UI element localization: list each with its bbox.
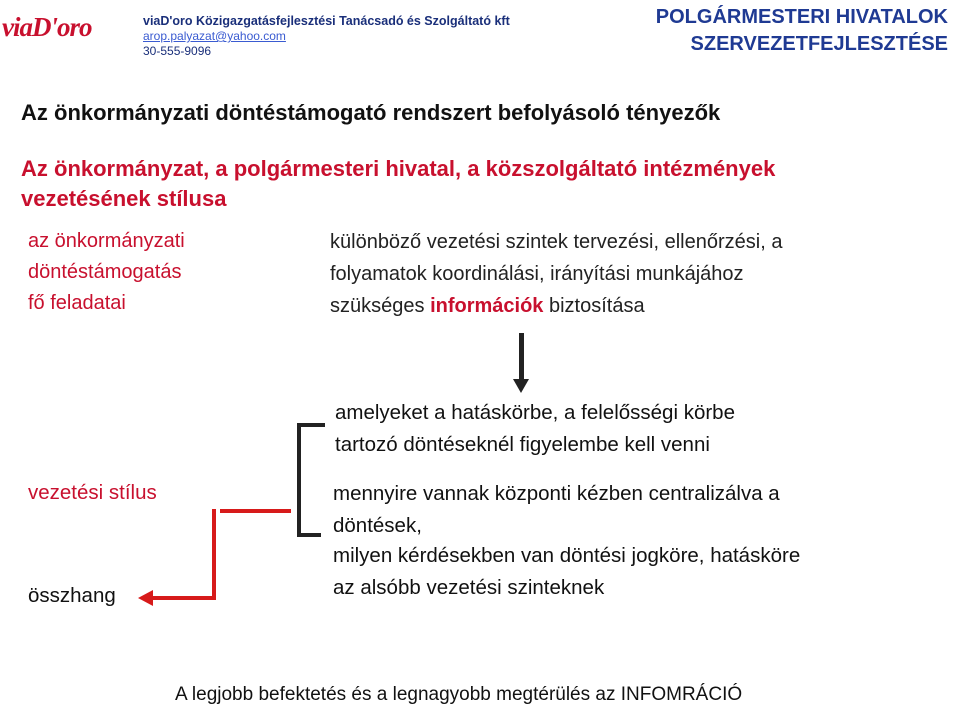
red-connector-top xyxy=(220,509,291,513)
red-connector-bottom xyxy=(152,596,216,600)
logo-part2: 'oro xyxy=(50,12,92,42)
down-arrow-shaft xyxy=(519,333,524,379)
header-title-line2: SZERVEZETFEJLESZTÉSE xyxy=(690,33,948,55)
milyen-line1: milyen kérdésekben van döntési jogköre, hatásköre xyxy=(333,544,801,567)
footer-slogan: A legjobb befektetés és a legnagyobb megtérülés az INFOMRÁCIÓ xyxy=(175,684,743,705)
info-line3-pre: szükséges xyxy=(330,295,431,317)
milyen-text xyxy=(333,540,943,604)
bracket-bottom xyxy=(299,533,321,537)
slide-subtitle: Az önkormányzat, a polgármesteri hivatal, a közszolgáltató intézmények vezetésének stílusa xyxy=(21,156,776,211)
red-connector-vertical xyxy=(212,509,216,600)
bracket-vertical xyxy=(297,423,301,537)
slide-title: Az önkormányzati döntéstámogató rendszert befolyásoló tényezők xyxy=(21,100,721,125)
phone-number: 30-555-9096 xyxy=(143,44,212,58)
info-text xyxy=(330,226,930,322)
info-line2: folyamatok koordinálási, irányítási munkájához xyxy=(330,263,744,285)
mennyire-line1: mennyire vannak központi kézben centralizálva a xyxy=(333,482,780,505)
info-line3 xyxy=(330,290,930,322)
info-keyword: információk xyxy=(430,295,544,317)
amelyeket-text xyxy=(335,397,895,461)
amelyeket-line2: tartozó döntéseknél figyelembe kell venni xyxy=(335,433,710,456)
tasks-label-line1: az önkormányzati xyxy=(28,230,185,252)
vezetesi-stilus-label: vezetési stílus xyxy=(28,481,157,504)
bracket-top xyxy=(299,423,325,427)
header-title-line1: POLGÁRMESTERI HIVATALOK xyxy=(655,6,948,28)
company-name: viaD'oro Közigazgatásfejlesztési Tanácsadó és Szolgáltató kft xyxy=(143,14,510,28)
header-title xyxy=(656,4,948,58)
tasks-label-line3: fő feladatai xyxy=(28,292,126,314)
tasks-label xyxy=(28,226,258,319)
mennyire-line2: döntések, xyxy=(333,514,422,537)
mennyire-text xyxy=(333,478,933,542)
red-arrow-left-icon xyxy=(138,590,153,606)
osszhang-label: összhang xyxy=(28,584,116,607)
milyen-line2: az alsóbb vezetési szinteknek xyxy=(333,576,605,599)
down-arrow-icon xyxy=(513,379,529,393)
viadoro-logo xyxy=(2,12,92,43)
email-link[interactable]: arop.palyazat@yahoo.com xyxy=(143,29,286,43)
info-line3-post: biztosítása xyxy=(543,295,645,317)
tasks-label-line2: döntéstámogatás xyxy=(28,261,182,283)
logo-part1: viaD xyxy=(2,12,51,42)
amelyeket-line1: amelyeket a hatáskörbe, a felelősségi körbe xyxy=(335,401,735,424)
info-line1: különböző vezetési szintek tervezési, ellenőrzési, a xyxy=(330,231,783,253)
